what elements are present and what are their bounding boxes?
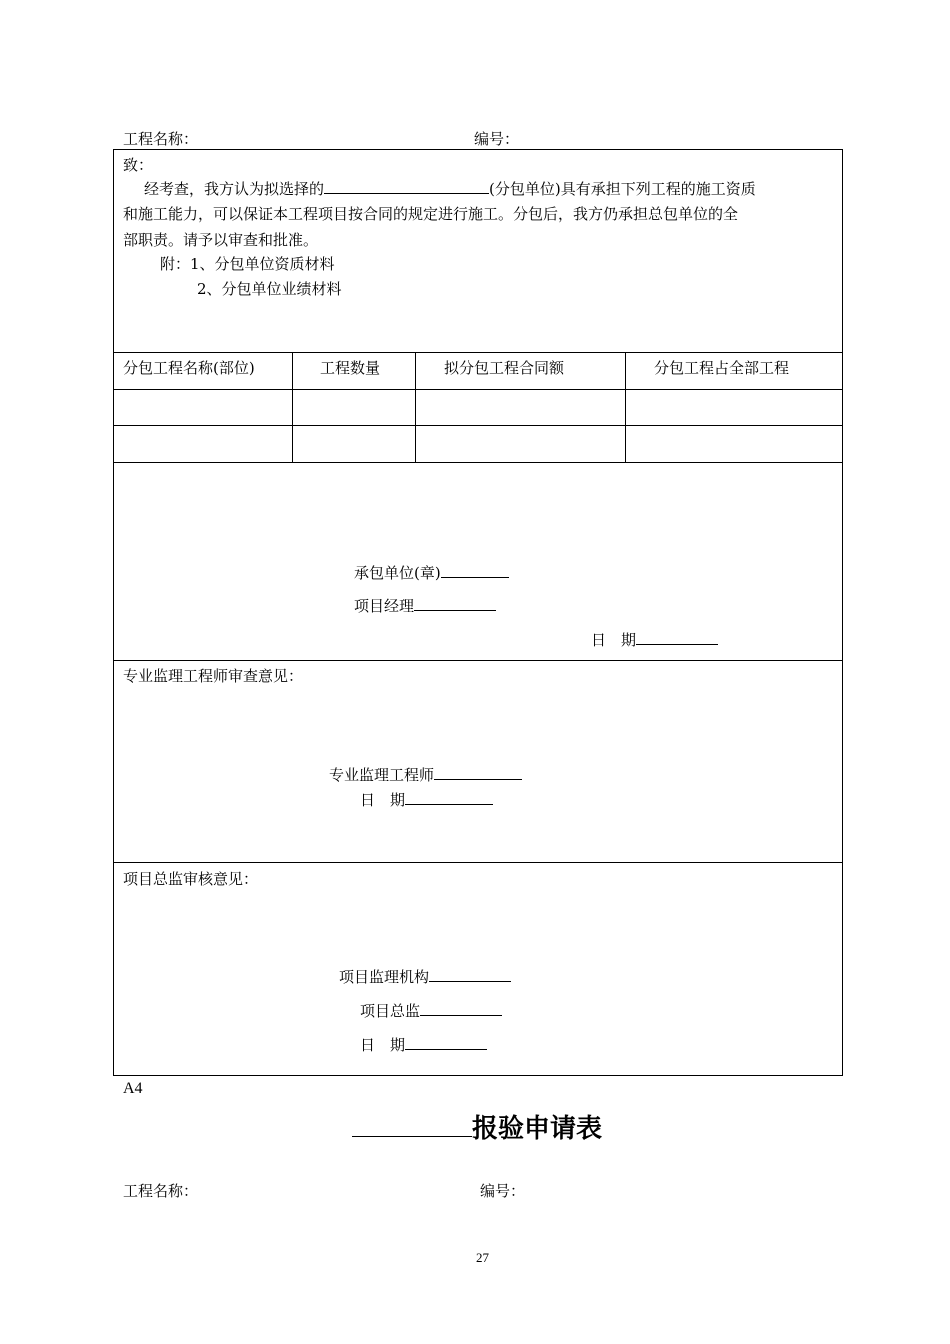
table-cell[interactable] [626, 390, 842, 425]
contractor-unit-blank[interactable] [441, 563, 509, 578]
project-manager-label: 项目经理 [354, 597, 415, 615]
supervision-org-blank[interactable] [429, 967, 511, 982]
table-cell[interactable] [293, 426, 415, 461]
table-cell[interactable] [114, 390, 292, 425]
section-divider [113, 660, 843, 661]
next-form-title: 报验申请表 [472, 1114, 603, 1144]
table-cell[interactable] [416, 390, 625, 425]
application-para-line2: 和施工能力，可以保证本工程项目按合同的规定进行施工。分包后，我方仍承担总包单位的全 [123, 205, 739, 223]
application-para-line3: 部职责。请予以审查和批准。 [123, 231, 319, 249]
attachment-2: 2、分包单位业绩材料 [197, 280, 342, 298]
contractor-unit-row [354, 562, 509, 583]
contractor-date-blank[interactable] [636, 630, 718, 645]
supervision-org-row [339, 966, 511, 987]
table-cell[interactable] [626, 426, 842, 461]
chief-date-row [360, 1034, 487, 1055]
form-code: A4 [123, 1080, 143, 1097]
engineer-signer-label: 专业监理工程师 [329, 766, 435, 784]
supervision-org-label: 项目监理机构 [339, 968, 430, 986]
page-number: 27 [476, 1250, 489, 1265]
table-bottom-border [113, 462, 843, 463]
para-line1-a: 经考查，我方认为拟选择的 [144, 180, 325, 198]
engineer-date-row [360, 789, 493, 810]
engineer-signer-row [329, 764, 522, 785]
number-label: 编号： [474, 130, 520, 148]
chief-row [360, 1000, 502, 1021]
chief-label: 项目总监 [360, 1002, 421, 1020]
table-header-contract-amount: 拟分包工程合同额 [444, 359, 565, 377]
table-header-percentage: 分包工程占全部工程 [654, 359, 790, 377]
table-header-quantity: 工程数量 [320, 359, 381, 377]
table-cell[interactable] [416, 426, 625, 461]
next-number-label: 编号： [480, 1182, 526, 1200]
engineer-signer-blank[interactable] [434, 765, 522, 780]
application-para-line1 [144, 178, 756, 199]
chief-opinion-label: 项目总监审核意见： [123, 870, 259, 888]
attachment-1: 附：1、分包单位资质材料 [160, 255, 335, 273]
table-top-border [113, 352, 843, 353]
para-line1-b: (分包单位)具有承担下列工程的施工资质 [489, 180, 756, 198]
form-type-blank[interactable] [352, 1114, 472, 1137]
next-form-title-row [352, 1108, 602, 1145]
chief-blank[interactable] [420, 1001, 502, 1016]
project-manager-blank[interactable] [414, 596, 496, 611]
project-name-label: 工程名称： [123, 130, 199, 148]
engineer-date-label: 日 期 [360, 791, 406, 809]
section-divider [113, 862, 843, 863]
table-cell[interactable] [293, 390, 415, 425]
engineer-date-blank[interactable] [405, 790, 493, 805]
engineer-opinion-label: 专业监理工程师审查意见： [123, 667, 304, 685]
table-header-name: 分包工程名称(部位) [123, 359, 255, 377]
next-project-name-label: 工程名称： [123, 1182, 199, 1200]
addressee: 致： [123, 156, 154, 174]
contractor-date-label: 日 期 [591, 631, 637, 649]
contractor-unit-label: 承包单位(章) [354, 564, 441, 582]
chief-date-label: 日 期 [360, 1036, 406, 1054]
project-manager-row [354, 595, 496, 616]
chief-date-blank[interactable] [405, 1035, 487, 1050]
table-cell[interactable] [114, 426, 292, 461]
contractor-date-row [591, 629, 718, 650]
subcontractor-blank[interactable] [324, 179, 489, 194]
